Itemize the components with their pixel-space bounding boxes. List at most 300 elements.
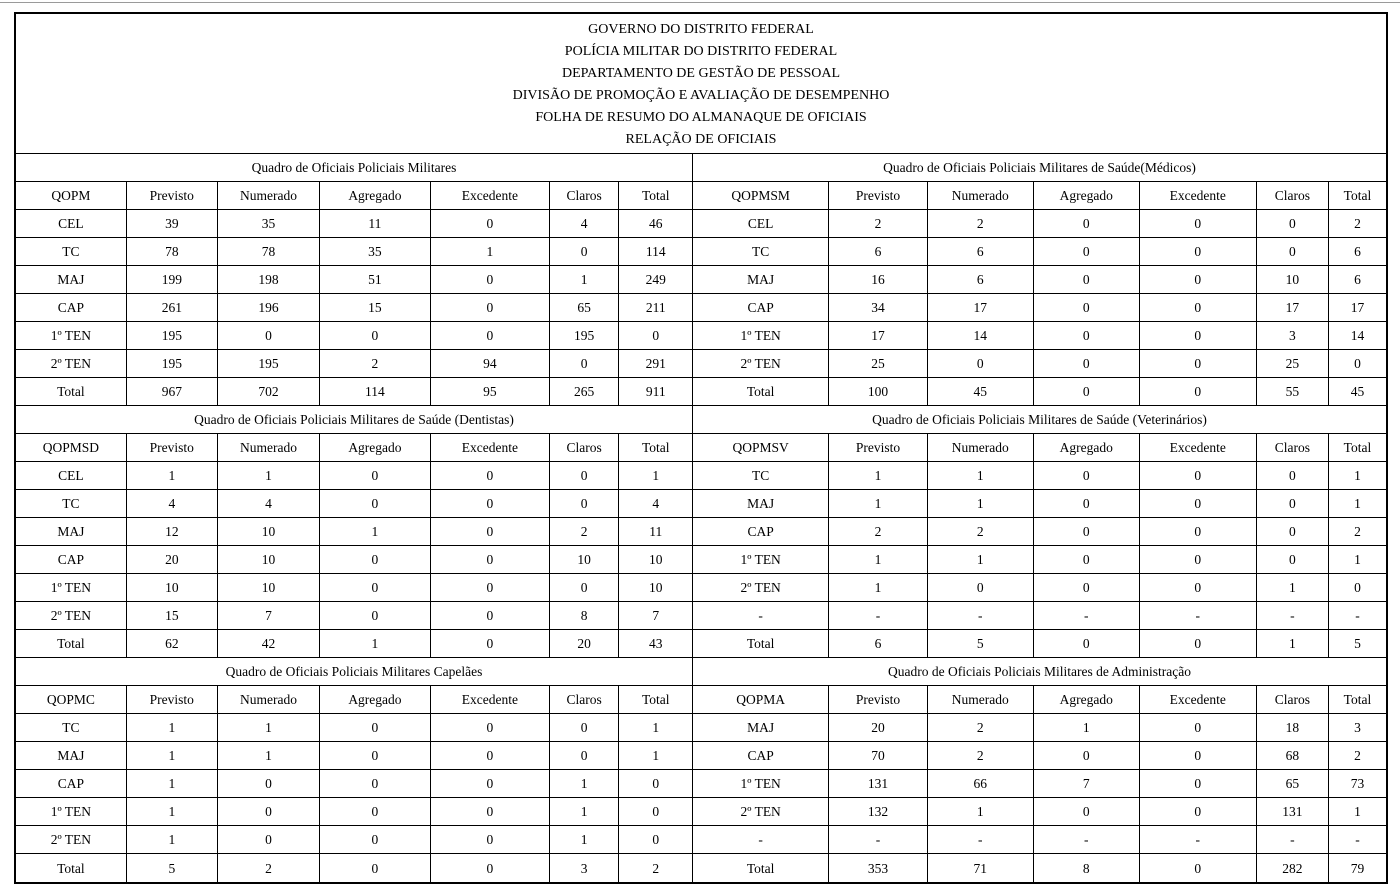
value-cell: 0 [430,602,549,630]
table-row [16,462,692,490]
column-header: Previsto [126,434,217,462]
value-cell: 35 [320,238,431,266]
value-cell: 4 [217,490,319,518]
column-header: Claros [549,686,619,714]
value-cell: 211 [619,294,692,322]
value-cell: 15 [320,294,431,322]
value-cell: 0 [430,294,549,322]
value-cell: 0 [320,770,431,798]
value-cell: 2 [829,518,927,546]
value-cell: 1 [217,714,319,742]
value-cell: 0 [549,742,619,770]
value-cell: 6 [927,238,1033,266]
value-cell: 1 [320,518,431,546]
value-cell: 2 [927,714,1033,742]
column-header: Claros [1256,434,1328,462]
header-line-government: GOVERNO DO DISTRITO FEDERAL [588,21,814,37]
table-qopm [16,154,692,405]
value-cell: 68 [1256,742,1328,770]
rank-cell: 1º TEN [693,770,829,798]
value-cell: 114 [619,238,692,266]
value-cell: 0 [320,602,431,630]
rank-cell: Total [693,378,829,406]
value-cell: 131 [1256,798,1328,826]
value-cell: 199 [126,266,217,294]
column-header: Numerado [927,434,1033,462]
value-cell: 0 [619,798,692,826]
rank-cell: Total [16,630,126,658]
value-cell: 0 [1328,350,1386,378]
value-cell: 1 [927,490,1033,518]
table-row [693,238,1386,266]
document-header [16,14,1386,154]
panel-qopmc [16,658,693,881]
value-cell: 0 [430,518,549,546]
value-cell: 2 [927,210,1033,238]
rank-cell: Total [693,630,829,658]
value-cell: - [1139,826,1256,854]
value-cell: 7 [1033,770,1139,798]
value-cell: 2 [217,854,319,882]
value-cell: 0 [1033,546,1139,574]
value-cell: 0 [1033,630,1139,658]
value-cell: 0 [1033,294,1139,322]
header-line-sheet-title: FOLHA DE RESUMO DO ALMANAQUE DE OFICIAIS [535,109,867,125]
value-cell: 291 [619,350,692,378]
rank-cell: CEL [693,210,829,238]
value-cell: 8 [549,602,619,630]
value-cell: 1 [126,742,217,770]
column-header-code: QOPMC [16,686,126,714]
value-cell: 0 [1139,714,1256,742]
column-header: Agregado [320,686,431,714]
value-cell: 43 [648,636,663,652]
value-cell: 0 [1328,574,1386,602]
column-header: Total [1328,182,1386,210]
table-row [16,630,692,658]
value-cell: 0 [1256,210,1328,238]
table-row [16,378,692,406]
value-cell: 1 [217,462,319,490]
value-cell: 195 [126,350,217,378]
table-qopmsv [693,406,1386,657]
value-cell: 0 [1139,742,1256,770]
page-top-rule [0,2,1400,3]
value-cell: 0 [430,462,549,490]
column-header: Excedente [1139,686,1256,714]
officers-summary-sheet [14,12,1388,884]
value-cell: 0 [430,266,549,294]
value-cell: 195 [126,322,217,350]
value-cell: 45 [1350,384,1365,400]
value-cell: 0 [1033,490,1139,518]
column-header: Excedente [1139,182,1256,210]
value-cell: 45 [927,378,1033,406]
value-cell: 51 [320,266,431,294]
table-row [16,798,692,826]
column-header: Numerado [217,434,319,462]
value-cell: 0 [1139,294,1256,322]
rank-cell: MAJ [693,714,829,742]
value-cell: 1 [619,714,692,742]
value-cell: 2 [1328,518,1386,546]
rank-cell: MAJ [693,490,829,518]
value-cell: 5 [1354,636,1361,652]
table-row [16,574,692,602]
value-cell: 3 [549,854,619,882]
value-cell: 0 [1139,462,1256,490]
value-cell: 0 [549,238,619,266]
table-row [693,266,1386,294]
rank-cell: 2º TEN [693,350,829,378]
value-cell: 114 [320,378,431,406]
column-header: Previsto [829,182,927,210]
value-cell: 1 [829,546,927,574]
table-row [693,294,1386,322]
value-cell: 71 [927,854,1033,882]
table-row [693,798,1386,826]
panel-qopmsv [693,406,1386,657]
value-cell: 16 [829,266,927,294]
table-row [693,462,1386,490]
value-cell: 0 [430,490,549,518]
value-cell: 0 [1033,378,1139,406]
value-cell: 0 [1139,350,1256,378]
value-cell: 34 [829,294,927,322]
value-cell: 1 [549,798,619,826]
rank-cell: CAP [16,546,126,574]
value-cell: 4 [126,490,217,518]
column-header: Claros [1256,182,1328,210]
value-cell: 0 [1139,770,1256,798]
rank-cell: 1º TEN [16,798,126,826]
value-cell: 353 [829,854,927,882]
column-header: Total [1328,686,1386,714]
value-cell: 0 [320,322,431,350]
value-cell: 2 [927,518,1033,546]
table-header-row [16,182,692,210]
value-cell: 4 [619,490,692,518]
table-title: Quadro de Oficiais Policiais Militares de Administração [693,658,1386,686]
value-cell: 0 [430,546,549,574]
value-cell: 0 [1033,574,1139,602]
value-cell: 0 [1033,322,1139,350]
table-qopma [693,658,1386,881]
value-cell: 20 [126,546,217,574]
value-cell: 14 [1328,322,1386,350]
value-cell: 1 [1256,630,1328,658]
column-header: Excedente [1139,434,1256,462]
value-cell: 17 [1328,294,1386,322]
value-cell: 6 [829,238,927,266]
header-line-division: DIVISÃO DE PROMOÇÃO E AVALIAÇÃO DE DESEMPENHO [512,87,890,103]
value-cell: 0 [619,770,692,798]
value-cell: 6 [1328,266,1386,294]
value-cell: 0 [1139,630,1256,658]
column-header: Total [1328,434,1386,462]
value-cell: 911 [645,384,666,400]
rank-cell: CAP [16,770,126,798]
column-header: Numerado [927,182,1033,210]
column-header: Previsto [829,686,927,714]
rank-cell: TC [693,462,829,490]
value-cell: 0 [1139,210,1256,238]
table-row [16,350,692,378]
value-cell: 2 [1328,210,1386,238]
table-row [16,210,692,238]
value-cell: 1 [829,462,927,490]
value-cell: 0 [320,854,431,882]
rank-cell: CAP [16,294,126,322]
value-cell: - [1256,602,1328,630]
value-cell: - [927,826,1033,854]
table-title: Quadro de Oficiais Policiais Militares Capelães [16,658,692,686]
value-cell: 1 [549,770,619,798]
table-row [693,630,1386,658]
table-title: Quadro de Oficiais Policiais Militares de Saúde (Veterinários) [693,406,1386,434]
table-title: Quadro de Oficiais Policiais Militares [16,154,692,182]
value-cell: 0 [927,574,1033,602]
value-cell: 1 [829,574,927,602]
column-header: Agregado [320,434,431,462]
value-cell: 0 [320,742,431,770]
value-cell: 0 [1139,854,1256,882]
rank-cell: MAJ [693,266,829,294]
column-header: Previsto [126,182,217,210]
rank-cell: Total [16,854,126,882]
value-cell: 0 [1033,210,1139,238]
value-cell: - [1033,602,1139,630]
value-cell: 0 [1139,798,1256,826]
value-cell: 265 [549,378,619,406]
value-cell: 79 [1350,860,1365,876]
value-cell: 5 [126,854,217,882]
value-cell: 1 [1328,546,1386,574]
table-header-row [693,686,1386,714]
table-row [16,742,692,770]
rank-cell: MAJ [16,266,126,294]
value-cell: 25 [1256,350,1328,378]
rank-cell: Total [16,378,126,406]
value-cell: 0 [320,826,431,854]
rank-cell: - [693,602,829,630]
value-cell: 0 [430,798,549,826]
value-cell: 1 [126,714,217,742]
column-header: Excedente [430,182,549,210]
value-cell: 6 [1328,238,1386,266]
value-cell: 2 [652,860,660,876]
column-header-code: QOPM [16,182,126,210]
panel-qopmsd [16,406,693,657]
value-cell: 46 [619,210,692,238]
value-cell: - [1256,826,1328,854]
table-header-row [16,434,692,462]
table-row [16,518,692,546]
value-cell: 1 [619,742,692,770]
column-header: Excedente [430,686,549,714]
value-cell: 0 [320,490,431,518]
column-header: Agregado [320,182,431,210]
value-cell: 62 [126,630,217,658]
value-cell: 196 [217,294,319,322]
value-cell: 0 [619,826,692,854]
value-cell: 5 [927,630,1033,658]
rank-cell: MAJ [16,742,126,770]
value-cell: 0 [1139,574,1256,602]
rank-cell: 2º TEN [693,574,829,602]
value-cell: 702 [217,378,319,406]
value-cell: 1 [619,462,692,490]
value-cell: 195 [549,322,619,350]
value-cell: 3 [1328,714,1386,742]
rank-cell: Total [693,854,829,882]
value-cell: 0 [320,546,431,574]
value-cell: 0 [217,826,319,854]
value-cell: 261 [126,294,217,322]
value-cell: - [829,826,927,854]
value-cell: 42 [217,630,319,658]
rank-cell: CAP [693,518,829,546]
rank-cell: TC [16,714,126,742]
rank-cell: CEL [16,462,126,490]
rank-cell: 2º TEN [16,350,126,378]
value-cell: 55 [1256,378,1328,406]
value-cell: 0 [1139,546,1256,574]
value-cell: 0 [1139,490,1256,518]
value-cell: 195 [217,350,319,378]
value-cell: 1 [126,798,217,826]
rank-cell: 1º TEN [693,322,829,350]
value-cell: 25 [829,350,927,378]
rank-cell: CAP [693,294,829,322]
value-cell: 0 [1256,546,1328,574]
table-row [693,854,1386,882]
value-cell: 1 [1256,574,1328,602]
value-cell: 0 [430,322,549,350]
rank-cell: CEL [16,210,126,238]
value-cell: 2 [927,742,1033,770]
table-row [693,770,1386,798]
value-cell: 1 [320,630,431,658]
value-cell: 73 [1328,770,1386,798]
value-cell: 10 [217,574,319,602]
value-cell: 2 [549,518,619,546]
value-cell: 18 [1256,714,1328,742]
value-cell: 0 [1033,518,1139,546]
value-cell: 1 [1328,798,1386,826]
value-cell: 1 [927,798,1033,826]
table-row [16,490,692,518]
rank-cell: 2º TEN [693,798,829,826]
value-cell: 10 [619,546,692,574]
table-row [693,378,1386,406]
value-cell: 0 [1256,518,1328,546]
table-row [693,490,1386,518]
value-cell: 0 [1139,378,1256,406]
table-row [693,574,1386,602]
column-header: Total [619,686,692,714]
column-header: Numerado [927,686,1033,714]
value-cell: 78 [217,238,319,266]
column-header: Claros [1256,686,1328,714]
table-title: Quadro de Oficiais Policiais Militares de Saúde(Médicos) [693,154,1386,182]
table-row [16,770,692,798]
value-cell: 0 [320,574,431,602]
table-row [16,826,692,854]
table-row [16,238,692,266]
value-cell: 249 [619,266,692,294]
value-cell: 0 [549,350,619,378]
value-cell: 0 [1033,266,1139,294]
value-cell: 0 [320,798,431,826]
table-header-row [693,182,1386,210]
column-header: Agregado [1033,182,1139,210]
header-line-police: POLÍCIA MILITAR DO DISTRITO FEDERAL [564,43,838,59]
value-cell: - [1139,602,1256,630]
value-cell: 131 [829,770,927,798]
tables-row-3 [16,657,1386,881]
panel-qopmsm [693,154,1386,405]
value-cell: 14 [927,322,1033,350]
value-cell: 10 [126,574,217,602]
column-header-code: QOPMSV [693,434,829,462]
value-cell: 7 [217,602,319,630]
value-cell: 0 [1033,350,1139,378]
value-cell: 0 [1139,322,1256,350]
value-cell: 282 [1256,854,1328,882]
value-cell: 1 [126,826,217,854]
rank-cell: CAP [693,742,829,770]
value-cell: 4 [549,210,619,238]
value-cell: 0 [320,714,431,742]
value-cell: 0 [1033,462,1139,490]
table-row [16,322,692,350]
value-cell: 65 [1256,770,1328,798]
value-cell: 66 [927,770,1033,798]
value-cell: 0 [430,742,549,770]
column-header-code: QOPMSM [693,182,829,210]
value-cell: 0 [549,490,619,518]
column-header: Total [619,434,692,462]
value-cell: 0 [217,798,319,826]
column-header: Claros [549,182,619,210]
panel-qopma [693,658,1386,881]
table-row [16,602,692,630]
table-header-row [693,434,1386,462]
value-cell: 95 [430,378,549,406]
column-header: Total [619,182,692,210]
column-header: Numerado [217,686,319,714]
panel-qopm [16,154,693,405]
value-cell: 65 [549,294,619,322]
value-cell: 0 [1256,490,1328,518]
table-qopmc [16,658,692,881]
value-cell: 100 [829,378,927,406]
table-header-row [16,686,692,714]
value-cell: - [1328,826,1386,854]
value-cell: 39 [126,210,217,238]
column-header-code: QOPMSD [16,434,126,462]
value-cell: 3 [1256,322,1328,350]
rank-cell: TC [693,238,829,266]
table-row [16,854,692,882]
value-cell: 11 [619,518,692,546]
value-cell: 6 [927,266,1033,294]
value-cell: 0 [927,350,1033,378]
table-title: Quadro de Oficiais Policiais Militares de Saúde (Dentistas) [16,406,692,434]
value-cell: 10 [1256,266,1328,294]
value-cell: 132 [829,798,927,826]
